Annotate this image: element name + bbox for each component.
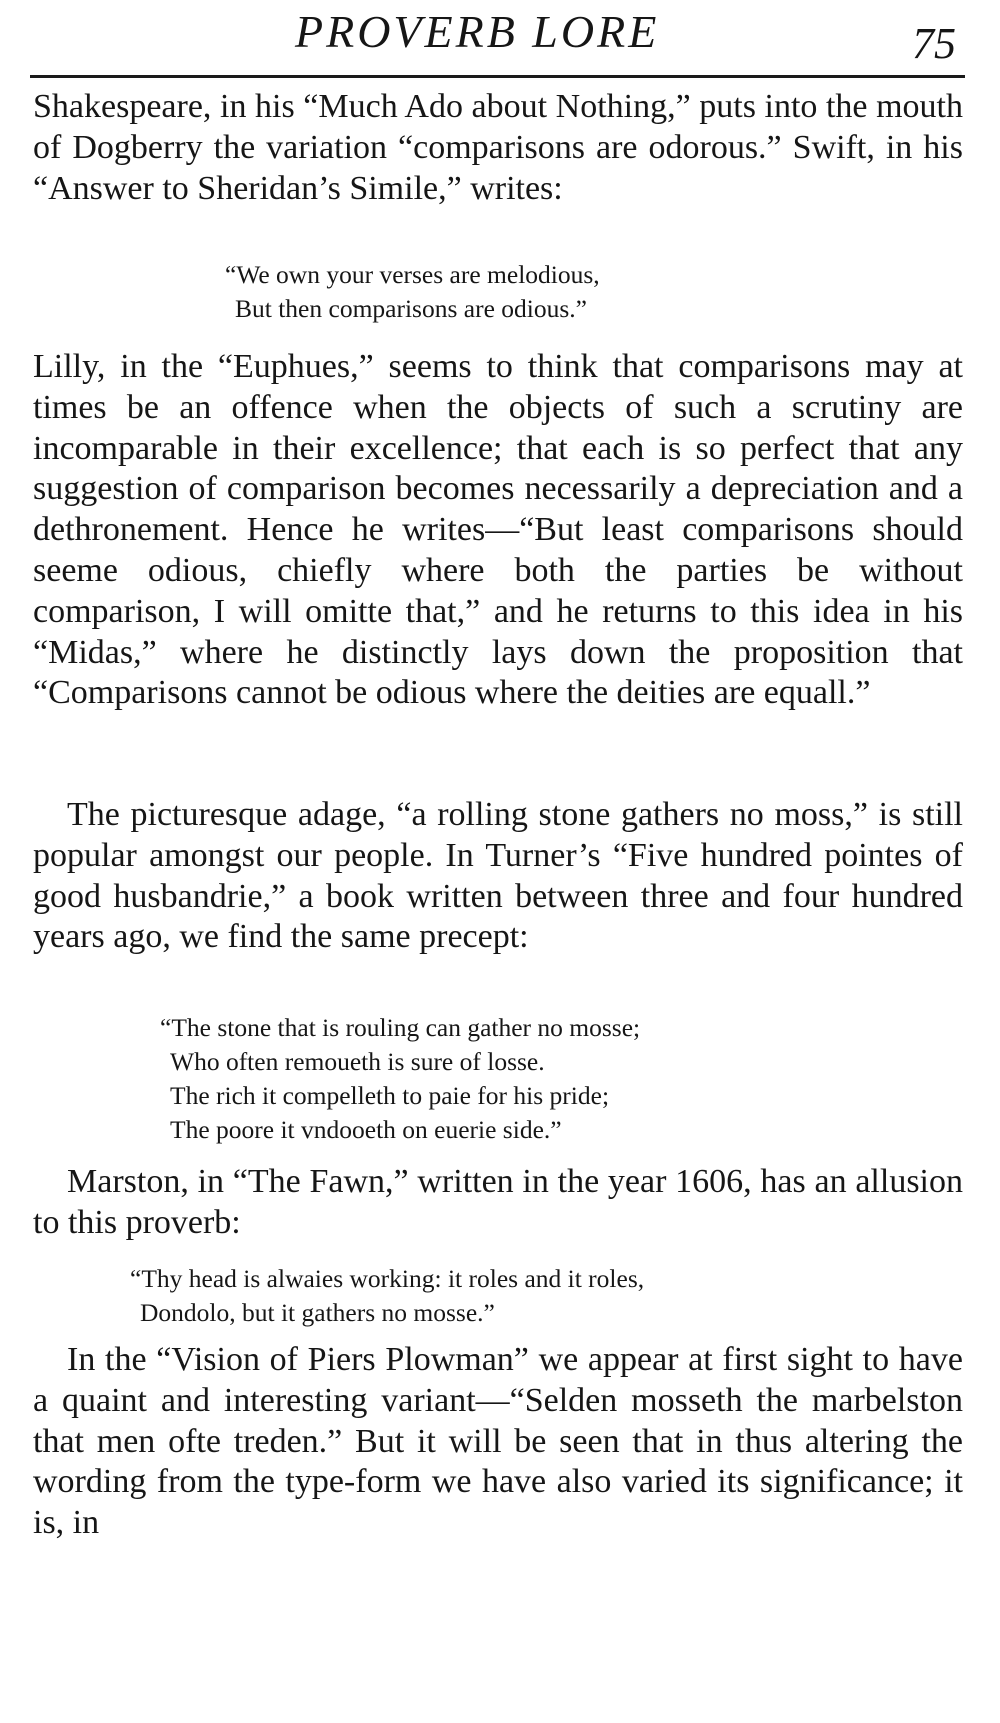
header-rule — [30, 75, 965, 78]
paragraph-shakespeare — [33, 87, 963, 209]
paragraph-text: Shakespeare, in his “Much Ado about Nothing,” puts into the mouth of Dogberry the variation “comparisons are odorous.” Swift, in his “Answer to Sheridan’s Simile,” writes: — [33, 88, 963, 207]
verse-line: The rich it compelleth to paie for his pride; — [170, 1081, 610, 1110]
verse-line: The poore it vndooeth on euerie side.” — [170, 1115, 562, 1144]
verse-turner — [160, 1011, 640, 1147]
paragraph-text: Lilly, in the “Euphues,” seems to think that comparisons may at times be an offence when the objects of such a scrutiny are incomparable in their excellence; that each is so perfect that any suggestion of comparison becomes necessarily a depreciation and a dethronement. Hence he writes—“But least comparisons should seeme odious, chiefly where both the parties be without comparison, I will omitte that,” and he returns to this idea in his “Midas,” where he distinctly lays down the proposition that “Comparisons cannot be odious where the deities are equall.” — [33, 348, 963, 712]
page-number: 75 — [912, 19, 956, 68]
paragraph-text: In the “Vision of Piers Plowman” we appear at first sight to have a quaint and interesting variant—“Selden mosseth the marbelston that men ofte treden.” But it will be seen that in thus altering the wording from the type-form we have also varied its significance; it is, in — [33, 1341, 963, 1542]
paragraph-text: The picturesque adage, “a rolling stone gathers no moss,” is still popular amongst our people. In Turner’s “Five hundred pointes of good husbandrie,” a book written between three and four hundred years ago, we find the same precept: — [33, 796, 963, 956]
running-head-title: PROVERB LORE — [295, 6, 660, 57]
verse-line: Who often remoueth is sure of losse. — [170, 1047, 545, 1076]
paragraph-marston — [33, 1162, 963, 1244]
verse-line: Dondolo, but it gathers no mosse.” — [140, 1298, 495, 1327]
paragraph-rolling-stone — [33, 795, 963, 958]
verse-line: But then comparisons are odious.” — [235, 294, 587, 323]
paragraph-lilly — [33, 347, 963, 714]
paragraph-piers-plowman — [33, 1340, 963, 1544]
verse-line: “We own your verses are melodious, — [225, 260, 600, 289]
paragraph-text: Marston, in “The Fawn,” written in the year 1606, has an allusion to this proverb: — [33, 1163, 963, 1241]
verse-line: “Thy head is alwaies working: it roles and it roles, — [130, 1264, 645, 1293]
verse-swift — [225, 258, 600, 326]
verse-line: “The stone that is rouling can gather no mosse; — [160, 1013, 641, 1042]
verse-marston — [130, 1262, 644, 1330]
